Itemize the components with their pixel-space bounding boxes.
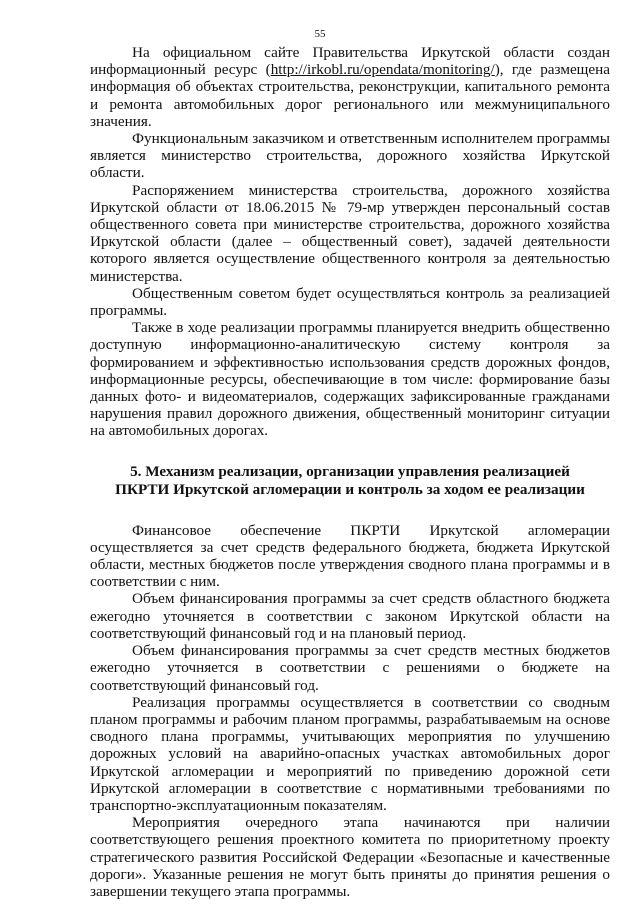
paragraph-implementation: Реализация программы осуществляется в соответствии со сводным планом программы и рабочим планом программы, разрабатываемым на основе сводного плана программы, учитывающих мероприятия по улучшению дорожных условий на аварийно-опасных участках автомобильных дорог Иркутской агломерации и мероприятий по приведению дорожной сети Иркутской агломерации в соответствие с нормативными требованиями по транспортно-эксплуатационным показателям. <box>90 693 610 814</box>
paragraph-text: На официальном сайте Правительства Иркутской области создан информационный ресурс ( <box>90 44 610 79</box>
paragraph-info-system: Также в ходе реализации программы планируется внедрить общественно доступную информационно-аналитическую систему контроля за формированием и эффективностью использования средств дорожных фондов, информационные ресурсы, обеспечивающие в том числе: формирование базы данных фото- и видеоматериалов, содержащих зафиксированные гражданами нарушения правил дорожного движения, общественный мониторинг ситуации на автомобильных дорогах. <box>90 319 610 440</box>
paragraph-stage-activities: Мероприятия очередного этапа начинаются при наличии соответствующего решения проектного комитета по приоритетному проекту стратегического развития Российской Федерации «Безопасные и качественные дороги». Указанные решения не могут быть приняты до принятия решения о завершении текущего этапа программы. <box>90 814 610 900</box>
section-heading <box>90 463 610 499</box>
section-heading-line-1: 5. Механизм реализации, организации управления реализацией <box>130 462 570 480</box>
page-number: 55 <box>314 28 326 40</box>
paragraph-financing: Финансовое обеспечение ПКРТИ Иркутской агломерации осуществляется за счет средств федерального бюджета, бюджета Иркутской области, местных бюджетов после утверждения сводного плана программы и в соответствии с ним. <box>90 521 610 591</box>
monitoring-link[interactable]: http://irkobl.ru/opendata/monitoring/ <box>270 61 495 79</box>
page-content <box>90 44 610 900</box>
paragraph-info-resource <box>90 44 610 130</box>
paragraph-council-control: Общественным советом будет осуществляться контроль за реализацией программы. <box>90 284 610 320</box>
paragraph-regional-budget: Объем финансирования программы за счет средств областного бюджета ежегодно уточняется в соответствии с законом Иркутской области на соответствующий финансовый год и на плановый период. <box>90 590 610 642</box>
paragraph-order: Распоряжением министерства строительства, дорожного хозяйства Иркутской области от 18.06.2015 № 79-мр утвержден персональный состав общественного совета при министерстве строительства, дорожного хозяйства Иркутской области (далее – общественный совет), задачей деятельности которого является осуществление общественного контроля за деятельностью министерства. <box>90 181 610 285</box>
section-heading-line-2: ПКРТИ Иркутской агломерации и контроль за ходом ее реализации <box>115 480 585 498</box>
paragraph-customer: Функциональным заказчиком и ответственным исполнителем программы является министерство строительства, дорожного хозяйства Иркутской области. <box>90 130 610 182</box>
paragraph-text: ), где размещена информация об объектах строительства, реконструкции, капитального ремонта и ремонта автомобильных дорог регионального или межмуниципального значения. <box>90 61 610 130</box>
paragraph-local-budget: Объем финансирования программы за счет средств местных бюджетов ежегодно уточняется в соответствии с решениями о бюджете на соответствующий финансовый год. <box>90 642 610 694</box>
